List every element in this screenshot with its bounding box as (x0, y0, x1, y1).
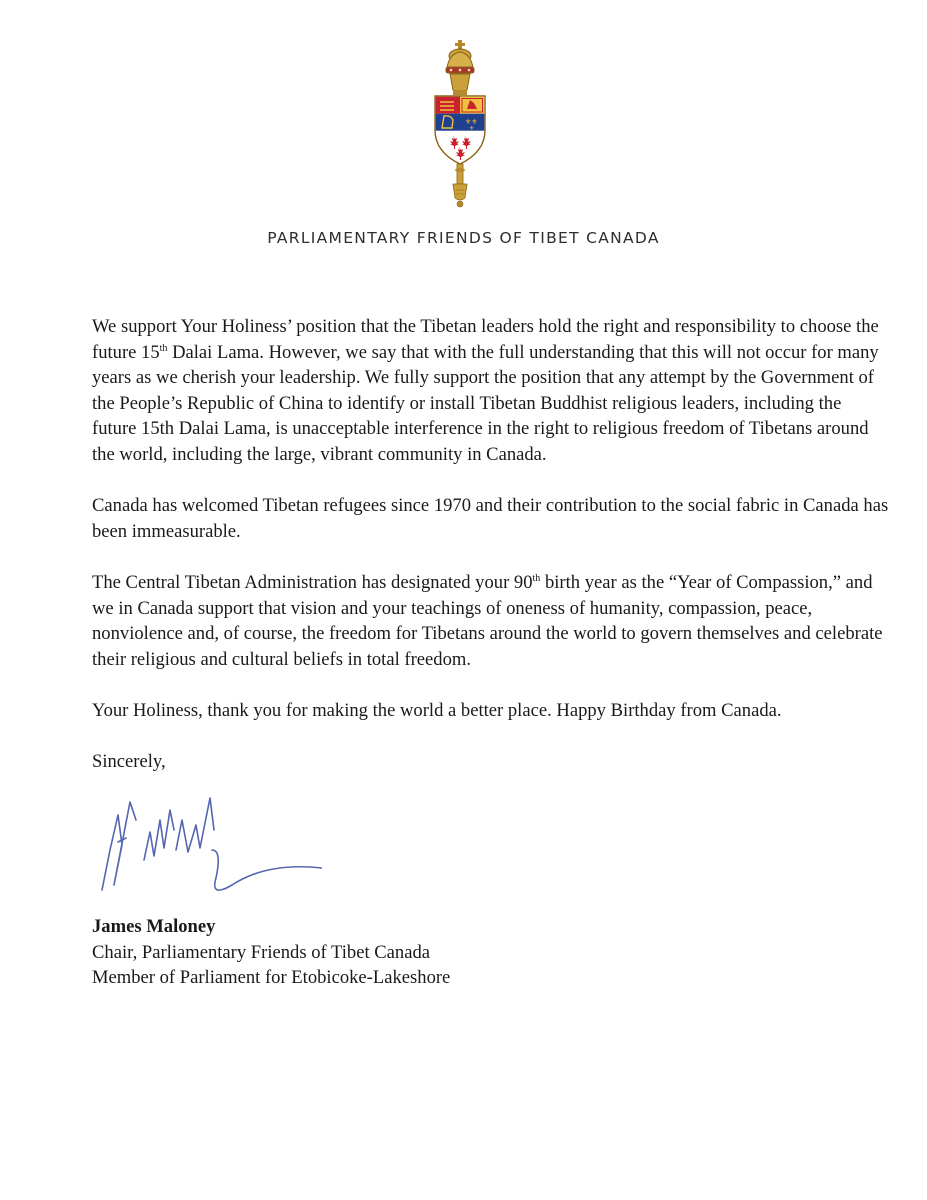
parliament-emblem-icon (420, 40, 500, 210)
closing-line: Sincerely, (92, 751, 166, 773)
signatory-title: Chair, Parliamentary Friends of Tibet Canada (92, 941, 431, 963)
body-text-fragment: The Central Tibetan Administration has designated your 90 (92, 571, 533, 593)
body-line: Your Holiness, thank you for making the world a better place. Happy Birthday from Canada. (92, 699, 782, 721)
signatory-name: James Maloney (92, 916, 216, 937)
ordinal-superscript: th (532, 572, 541, 584)
organization-title: PARLIAMENTARY FRIENDS OF TIBET CANADA (267, 229, 660, 247)
handwritten-signature-icon (92, 790, 322, 905)
svg-text:⚜⚜: ⚜⚜ (465, 118, 478, 126)
body-line: we in Canada support that vision and your teachings of oneness of humanity, compassion, peace, (92, 597, 813, 619)
body-line: years as we cherish your leadership. We fully support the position that any attempt by the Government of (92, 367, 874, 389)
body-line: nonviolence and, of course, the freedom for Tibetans around the world to govern themselves and celebrate (92, 623, 883, 645)
body-line: the world, including the large, vibrant community in Canada. (92, 443, 547, 465)
signoff-block (92, 914, 450, 991)
body-text-fragment: future 15 (92, 341, 160, 363)
body-line: We support Your Holiness’ position that the Tibetan leaders hold the right and responsibility to choose the (92, 316, 879, 337)
body-text-fragment: birth year as the “Year of Compassion,” and (540, 571, 873, 593)
body-text-fragment: Dalai Lama. However, we say that with the full understanding that this will not occur for many (167, 341, 879, 363)
body-line (92, 570, 873, 596)
body-line: Canada has welcomed Tibetan refugees since 1970 and their contribution to the social fabric in Canada has (92, 495, 889, 517)
paragraph-position (92, 314, 879, 468)
body-line: their religious and cultural beliefs in total freedom. (92, 648, 471, 670)
letter-body (92, 314, 889, 800)
body-line (92, 340, 879, 366)
body-line: the People’s Republic of China to identify or install Tibetan Buddhist religious leaders, including the (92, 392, 842, 414)
body-line: been immeasurable. (92, 520, 241, 542)
body-line: future 15th Dalai Lama, is unacceptable interference in the right to religious freedom of Tibetans around (92, 418, 869, 440)
paragraph-compassion (92, 570, 883, 672)
ordinal-superscript: th (159, 342, 168, 354)
paragraph-birthday (92, 698, 852, 724)
paragraph-refugees (92, 493, 889, 544)
svg-text:⚜: ⚜ (469, 125, 475, 132)
signatory-riding: Member of Parliament for Etobicoke-Lakeshore (92, 967, 451, 989)
closing (92, 749, 852, 775)
